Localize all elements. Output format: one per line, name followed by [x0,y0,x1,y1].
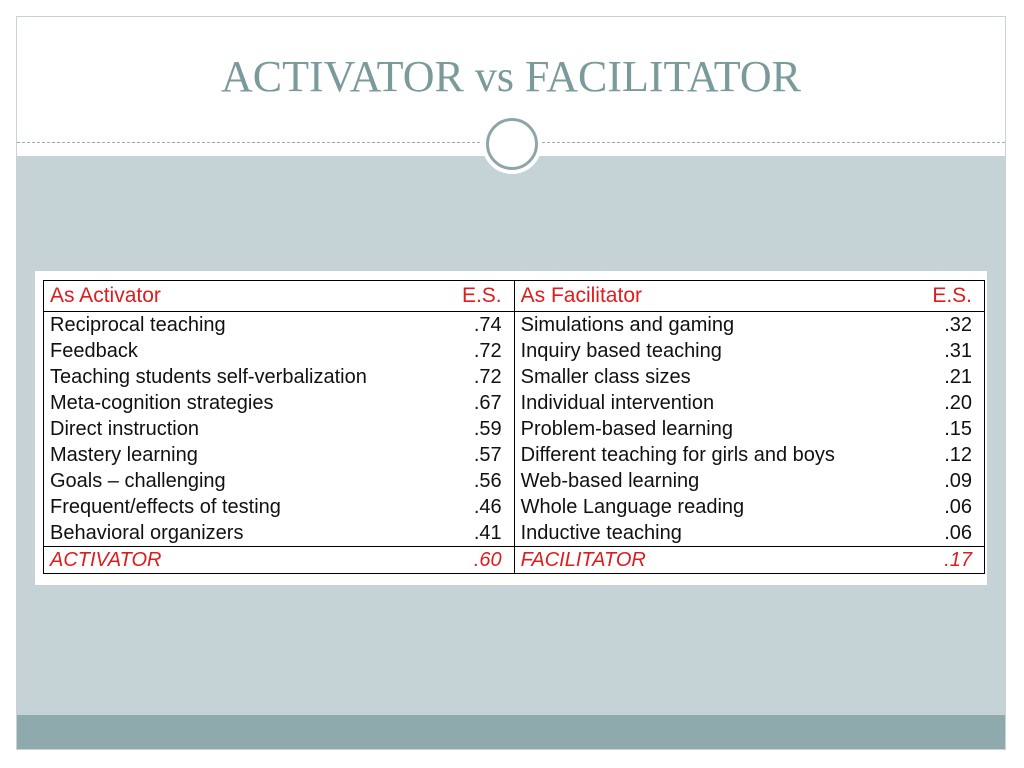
right-item-label: Different teaching for girls and boys [514,442,908,468]
table-row [44,390,985,416]
right-total-label: FACILITATOR [514,547,908,574]
right-total-es: .17 [908,547,984,574]
right-item-label: Web-based learning [514,468,908,494]
table-row [44,520,985,547]
table-row [44,468,985,494]
left-item-label: Reciprocal teaching [50,314,226,336]
right-item-label: Individual intervention [514,390,908,416]
right-header-es: E.S. [908,281,984,312]
left-header-es: E.S. [438,281,514,312]
left-item-label: Behavioral organizers [50,522,244,544]
right-item-label: Problem-based learning [514,416,908,442]
left-item-label: Direct instruction [50,418,199,440]
right-item-label: Inquiry based teaching [514,338,908,364]
table-row [44,494,985,520]
table-row [44,442,985,468]
right-item-es: .06 [944,522,972,544]
right-item-es: .06 [944,496,972,518]
left-item-label: Mastery learning [50,444,198,466]
left-total-es: .60 [438,547,514,574]
left-header-label: As Activator [44,281,438,312]
table-row [44,338,985,364]
right-item-es: .21 [944,366,972,388]
left-item-es: .74 [473,314,502,336]
left-total-label: ACTIVATOR [44,547,438,574]
left-item-es: .57 [473,444,502,466]
right-item-es: .20 [944,392,972,414]
left-item-es: .59 [473,418,502,440]
table-panel [35,271,987,585]
circle-ornament-ring [486,118,538,170]
left-item-es: .41 [473,522,502,544]
table-total-row [44,547,985,574]
right-item-es: .12 [944,444,972,466]
left-item-es: .72 [473,340,502,362]
slide [16,16,1006,750]
table-header-row [44,281,985,312]
right-item-label: Inductive teaching [514,520,908,547]
effect-size-table [43,280,985,574]
left-item-es: .67 [473,392,502,414]
left-item-label: Frequent/effects of testing [50,496,281,518]
left-item-label: Teaching students self-verbalization [50,366,367,388]
slide-title: ACTIVATOR vs FACILITATOR [221,52,801,101]
right-item-label: Smaller class sizes [514,364,908,390]
bottom-bar [17,715,1005,749]
right-item-label: Simulations and gaming [514,312,908,339]
right-item-es: .31 [944,340,972,362]
table-row [44,416,985,442]
left-item-label: Feedback [50,340,138,362]
left-item-es: .72 [473,366,502,388]
right-item-es: .15 [944,418,972,440]
right-item-es: .32 [944,314,972,336]
right-item-es: .09 [944,470,972,492]
right-header-label: As Facilitator [514,281,908,312]
right-item-label: Whole Language reading [514,494,908,520]
left-item-label: Goals – challenging [50,470,226,492]
table-row [44,312,985,339]
left-item-es: .56 [473,470,502,492]
left-item-es: .46 [473,496,502,518]
left-item-label: Meta-cognition strategies [50,392,274,414]
table-row [44,364,985,390]
